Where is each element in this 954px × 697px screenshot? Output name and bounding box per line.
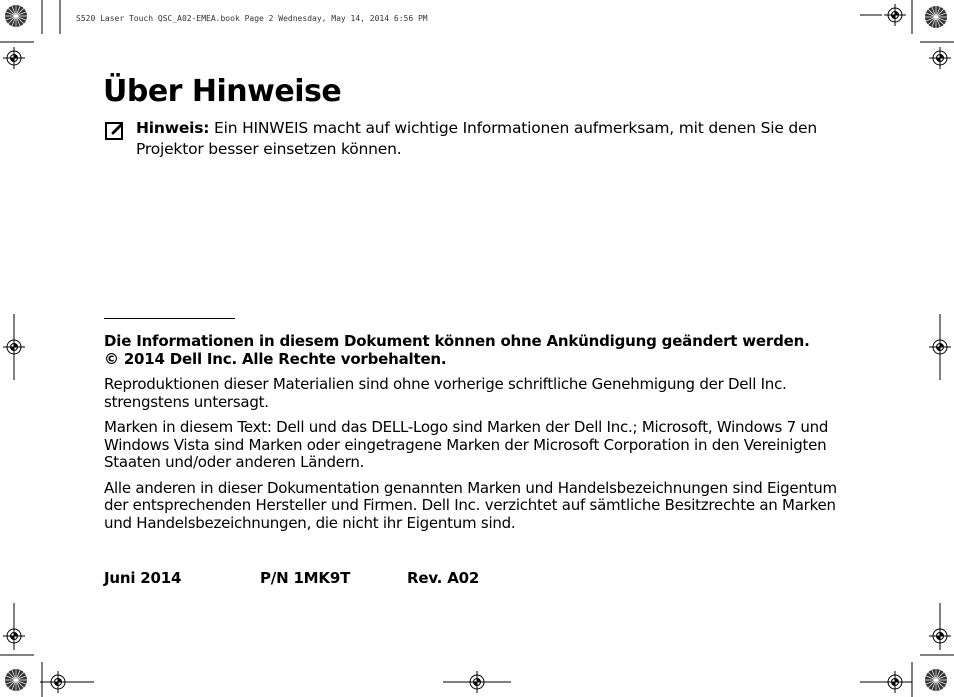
starburst-registration-icon — [5, 5, 27, 27]
crosshair-registration-icon — [47, 671, 69, 693]
footnote-divider — [104, 318, 235, 319]
crosshair-registration-icon — [3, 336, 25, 358]
note-label: Hinweis: — [136, 119, 210, 137]
starburst-registration-icon — [5, 669, 27, 691]
crosshair-registration-icon — [3, 47, 25, 69]
copyright-line: © 2014 Dell Inc. Alle Rechte vorbehalten. — [104, 350, 447, 368]
legal-notice — [104, 332, 864, 532]
starburst-registration-icon — [925, 669, 947, 691]
footer-part-number: P/N 1MK9T — [260, 569, 351, 587]
crosshair-registration-icon — [929, 47, 951, 69]
crosshair-registration-icon — [466, 671, 488, 693]
page-title: Über Hinweise — [103, 74, 342, 109]
crosshair-registration-icon — [884, 671, 906, 693]
other-trademarks-paragraph: Alle anderen in dieser Dokumentation genannten Marken und Handelsbezeichnungen sind Eigentum der entsprechenden Hersteller und Firmen. Dell Inc. verzichtet auf sämtliche Besitzrechte an Marken und Handelsbezeichnungen, die nicht ihr Eigentum sind. — [104, 478, 837, 532]
trademark-paragraph: Marken in diesem Text: Dell und das DELL-Logo sind Marken der Dell Inc.; Microsoft, Windows 7 und Windows Vista sind Marken oder eingetragene Marken der Microsoft Corporation in den Vereinigten Staaten und/oder anderen Ländern. — [104, 418, 829, 471]
crosshair-registration-icon — [884, 4, 906, 26]
crosshair-registration-icon — [929, 625, 951, 647]
note-text — [136, 118, 865, 160]
legal-change-notice: Die Informationen in diesem Dokument können ohne Ankündigung geändert werden. — [104, 332, 810, 350]
starburst-registration-icon — [925, 6, 947, 28]
footer-date: Juni 2014 — [104, 569, 182, 587]
note-block — [105, 118, 865, 160]
reproduction-paragraph: Reproduktionen dieser Materialien sind ohne vorherige schriftliche Genehmigung der Dell Inc. strengstens untersagt. — [104, 375, 787, 411]
book-header-info: S520 Laser Touch QSC_A02-EMEA.book Page 2 Wednesday, May 14, 2014 6:56 PM — [76, 14, 428, 23]
note-body: Ein HINWEIS macht auf wichtige Informationen aufmerksam, mit denen Sie den Projektor besser einsetzen können. — [136, 119, 818, 158]
crosshair-registration-icon — [929, 336, 951, 358]
footer-revision: Rev. A02 — [407, 569, 480, 587]
note-pencil-icon — [105, 121, 125, 141]
crosshair-registration-icon — [3, 625, 25, 647]
